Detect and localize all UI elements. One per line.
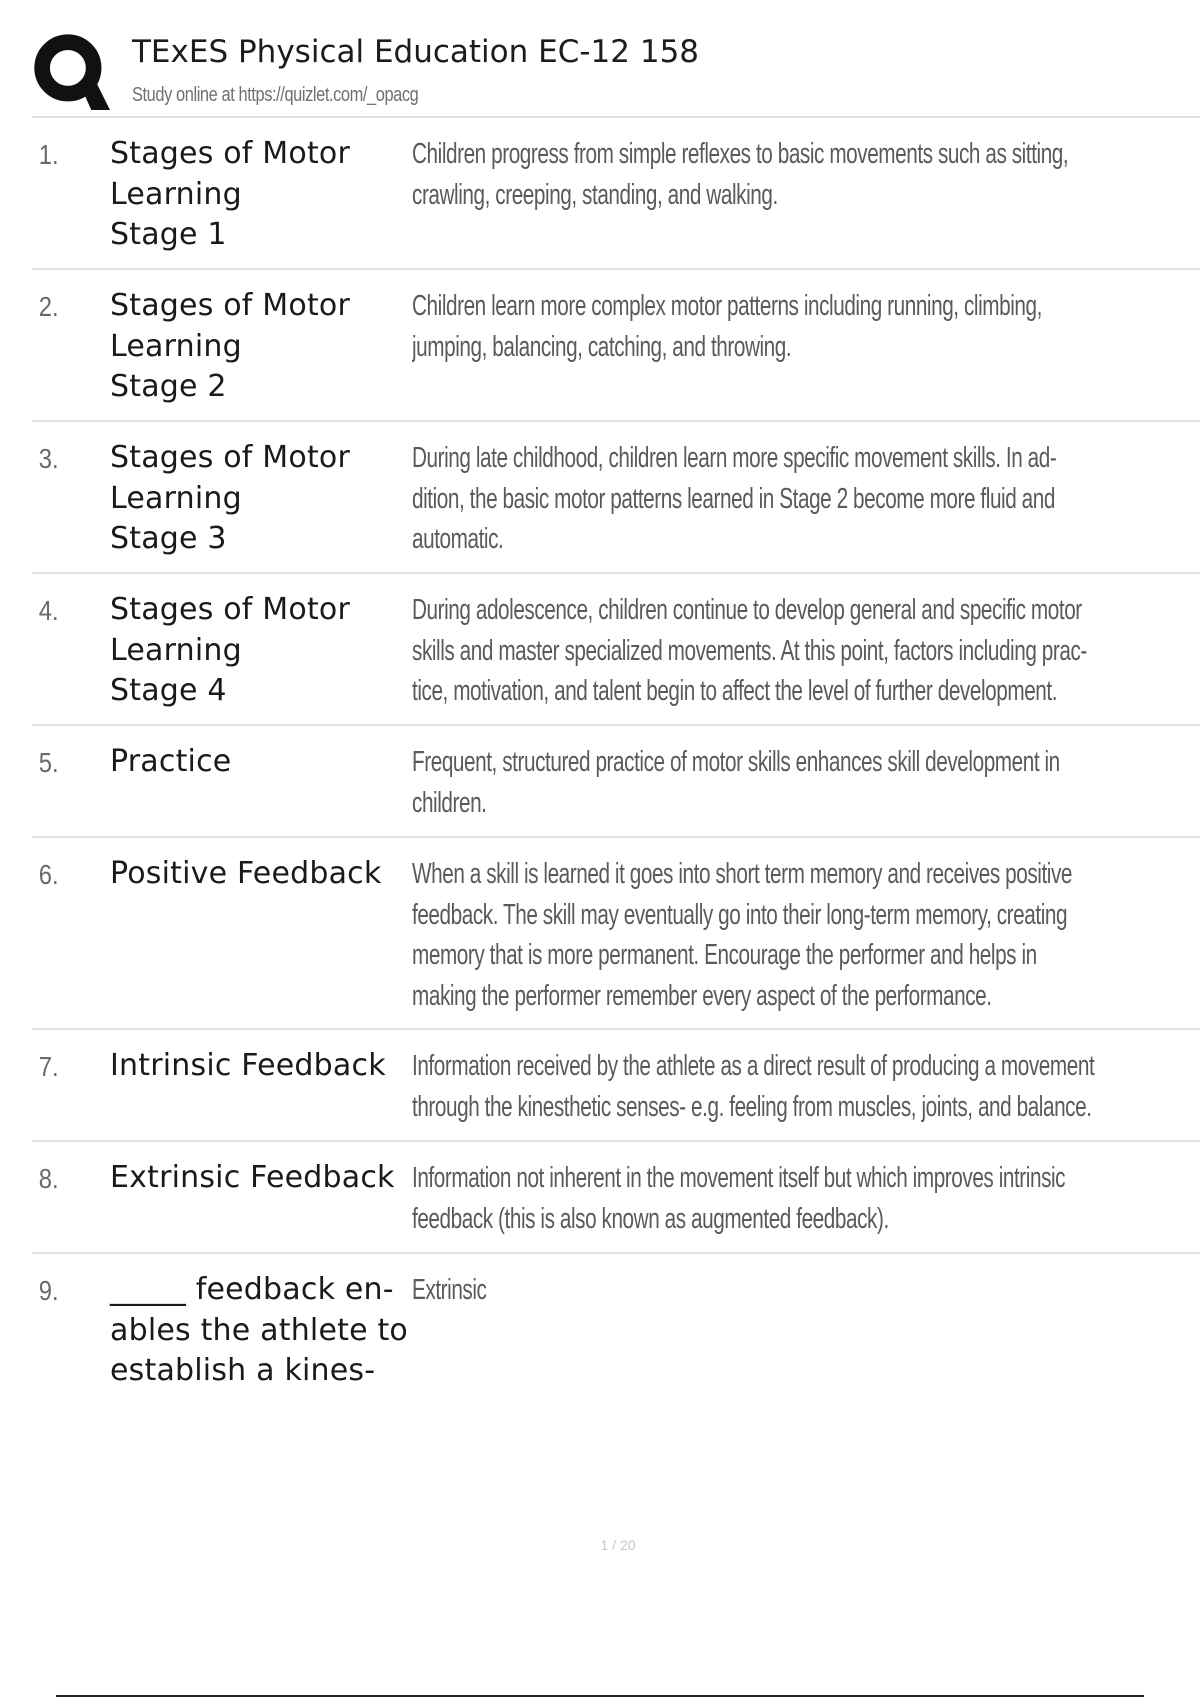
flashcard-row <box>32 726 1200 838</box>
page-number: 1 / 20 <box>600 1537 636 1553</box>
card-number: 2. <box>38 291 59 322</box>
card-term: Intrinsic Feedback <box>110 1048 386 1083</box>
card-definition: When a skill is learned it goes into short term memory and receives positive feedback. The skill may eventually go into their long-term memory, creating memory that is more permanent. Encourage the performer and helps in making the performer remember every aspect of the performance. <box>412 858 1073 1012</box>
card-definition: Children learn more complex motor patterns including running, climbing, jumping, balancing, catching, and throwing. <box>412 290 1042 363</box>
card-term: Positive Feedback <box>110 856 382 891</box>
card-number: 4. <box>38 595 59 626</box>
card-definition: During adolescence, children continue to develop general and specific motor skills and master specialized movements. At this point, factors including prac- tice, motivation, and talent begin to affect the level of further development. <box>412 594 1087 707</box>
card-definition: Extrinsic <box>412 1274 487 1306</box>
card-term: Stages of Motor Learning Stage 4 <box>110 592 350 708</box>
page-header <box>32 28 1200 118</box>
flashcard-row <box>32 574 1200 726</box>
card-definition: Children progress from simple reflexes to basic movements such as sitting, crawling, creeping, standing, and walking. <box>412 138 1069 211</box>
flashcard-row <box>32 270 1200 422</box>
flashcard-row <box>32 422 1200 574</box>
flashcard-list <box>32 118 1200 1406</box>
card-definition: Information received by the athlete as a direct result of producing a movement through the kinesthetic senses- e.g. feeling from muscles, joints, and balance. <box>412 1050 1095 1123</box>
study-online-link[interactable]: Study online at https://quizlet.com/_opacg <box>132 84 419 106</box>
card-term: Stages of Motor Learning Stage 2 <box>110 288 350 404</box>
quizlet-q-logo-icon <box>32 32 110 110</box>
page-bottom-rule <box>56 1695 1144 1697</box>
card-term: Practice <box>110 744 232 779</box>
card-definition: Frequent, structured practice of motor skills enhances skill development in children. <box>412 746 1060 819</box>
card-term: Stages of Motor Learning Stage 3 <box>110 440 350 556</box>
card-term: Extrinsic Feedback <box>110 1160 395 1195</box>
document-title: TExES Physical Education EC-12 158 <box>132 34 700 70</box>
card-definition: During late childhood, children learn more specific movement skills. In ad- dition, the basic motor patterns learned in Stage 2 become more fluid and automatic. <box>412 442 1057 555</box>
card-number: 1. <box>38 139 59 170</box>
flashcard-row <box>32 118 1200 270</box>
card-term: Stages of Motor Learning Stage 1 <box>110 136 350 252</box>
card-number: 6. <box>38 859 59 890</box>
card-number: 9. <box>38 1275 59 1306</box>
flashcard-row <box>32 838 1200 1030</box>
card-number: 3. <box>38 443 59 474</box>
card-number: 7. <box>38 1051 59 1082</box>
card-number: 8. <box>38 1163 59 1194</box>
card-number: 5. <box>38 747 59 778</box>
flashcard-row <box>32 1142 1200 1254</box>
flashcard-row <box>32 1030 1200 1142</box>
card-definition: Information not inherent in the movement itself but which improves intrinsic feedback (this is also known as augmented feedback). <box>412 1162 1066 1235</box>
flashcard-row <box>32 1254 1200 1406</box>
card-term: _____ feedback en- ables the athlete to establish a kines- <box>110 1272 408 1388</box>
